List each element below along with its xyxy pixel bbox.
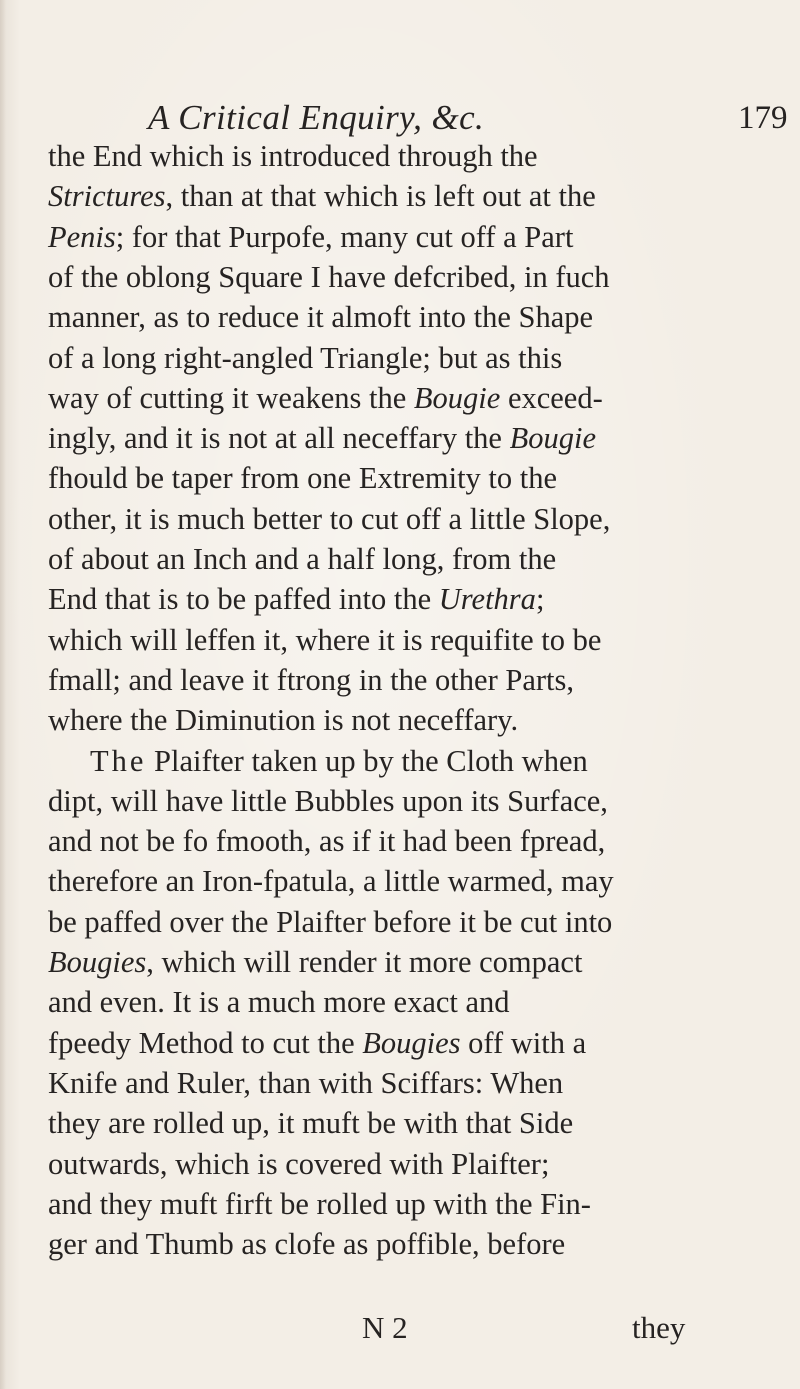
text-segment: they are rolled up, it muft be with that Side <box>48 1106 574 1141</box>
text-segment: exceed- <box>500 380 603 415</box>
page-edge-shadow <box>0 0 6 1389</box>
text-segment: ingly, and it is not at all neceffary the <box>48 421 510 456</box>
italic-text: Penis <box>48 219 116 254</box>
text-segment: Knife and Ruler, than with Sciffars: When <box>48 1065 564 1100</box>
text-segment: fmall; and leave it ftrong in the other Parts, <box>48 662 574 697</box>
text-segment: dipt, will have little Bubbles upon its Surface, <box>48 783 608 818</box>
text-line <box>48 1023 586 1063</box>
italic-text: Bougies <box>362 1025 461 1060</box>
text-line <box>48 458 557 498</box>
text-line <box>48 1063 563 1103</box>
text-segment: the End which is introduced through the <box>48 139 538 173</box>
running-title: A Critical Enquiry, &c. <box>148 98 485 137</box>
text-segment: and they muft firft be rolled up with the Fin- <box>48 1186 591 1221</box>
text-segment: ; for that Purpofe, many cut off a Part <box>115 219 574 254</box>
text-line <box>48 338 562 378</box>
text-line <box>48 620 601 660</box>
text-segment: therefore an Iron-fpatula, a little warmed, may <box>48 864 614 899</box>
text-line <box>48 378 603 418</box>
text-line <box>48 1224 565 1264</box>
text-segment: off with a <box>460 1025 587 1060</box>
italic-text: Bougie <box>413 380 501 415</box>
text-line <box>48 136 538 176</box>
text-segment: , than at that which is left out at the <box>165 179 596 214</box>
italic-text: Strictures <box>48 179 166 214</box>
text-segment: outwards, which is covered with Plaifter; <box>48 1146 550 1181</box>
text-line <box>48 499 610 539</box>
text-segment: , which will render it more compact <box>146 945 583 979</box>
italic-text: Bougies <box>48 945 147 979</box>
text-segment: fpeedy Method to cut the <box>48 1025 363 1060</box>
italic-text: Bougie <box>509 421 597 456</box>
text-segment: of about an Inch and a half long, from the <box>48 542 557 576</box>
text-line <box>48 539 556 579</box>
text-line <box>48 579 544 619</box>
text-line <box>48 297 593 337</box>
text-line <box>90 741 588 781</box>
text-line <box>48 1103 573 1143</box>
text-line <box>48 861 614 901</box>
italic-text: Urethra <box>438 582 536 617</box>
text-segment: way of cutting it weakens the <box>48 380 414 415</box>
text-segment: other, it is much better to cut off a little Slope, <box>48 501 611 536</box>
text-segment: be paffed over the Plaifter before it be cut into <box>48 904 613 939</box>
text-segment: of the oblong Square I have defcribed, in fuch <box>48 259 610 294</box>
text-segment: ; <box>535 582 545 617</box>
text-segment: fhould be taper from one Extremity to the <box>48 461 558 496</box>
signature-mark: N 2 <box>362 1310 408 1345</box>
text-line <box>48 1184 591 1224</box>
text-segment: The <box>90 743 147 778</box>
text-line <box>48 700 518 740</box>
text-line <box>48 217 573 257</box>
text-segment: ger and Thumb as clofe as poffible, before <box>48 1227 566 1262</box>
text-segment: of a long right-angled Triangle; but as this <box>48 340 563 375</box>
page-number: 179 <box>738 100 788 136</box>
text-segment: manner, as to reduce it almoft into the Shape <box>48 300 594 335</box>
text-segment: End that is to be paffed into the <box>48 582 439 617</box>
text-line <box>48 982 510 1022</box>
text-segment: where the Diminution is not neceffary. <box>48 703 519 738</box>
text-segment: which will leffen it, where it is requifite to be <box>48 622 602 657</box>
text-line <box>48 821 605 861</box>
text-line <box>48 942 582 982</box>
text-segment: Plaifter taken up by the Cloth when <box>146 743 588 778</box>
catchword: they <box>632 1310 686 1345</box>
text-segment: and not be fo fmooth, as if it had been fpread, <box>48 824 606 859</box>
text-segment: and even. It is a much more exact and <box>48 985 510 1020</box>
text-line <box>48 1144 549 1184</box>
text-line <box>48 418 596 458</box>
text-line <box>48 176 596 216</box>
text-line <box>48 660 574 700</box>
text-line <box>48 781 608 821</box>
text-line <box>48 257 610 297</box>
text-line <box>48 902 612 942</box>
